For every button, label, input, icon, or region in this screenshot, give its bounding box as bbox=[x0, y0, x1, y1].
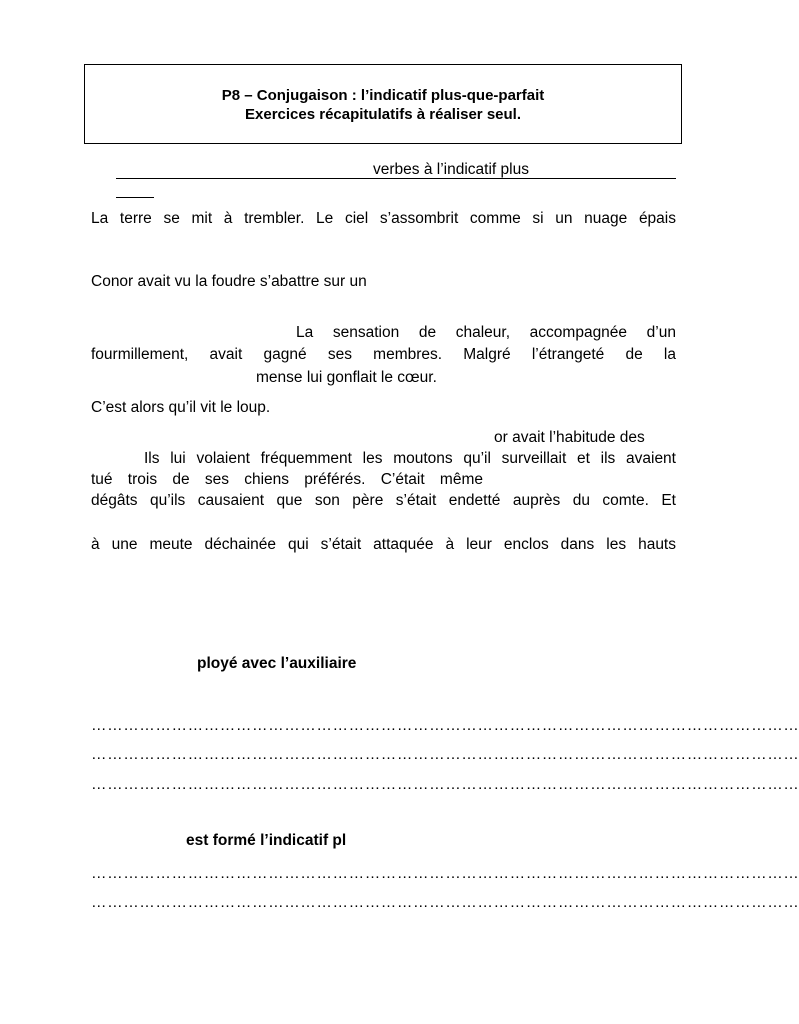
page-subtitle: Exercices récapitulatifs à réaliser seul. bbox=[245, 106, 521, 123]
text-line-5: mense lui gonflait le cœur. bbox=[256, 369, 437, 386]
answer-line[interactable]: …………………………………………………………………………………………………………………… bbox=[91, 865, 799, 882]
text-line-11: à une meute déchainée qui s’était attaquée à leur enclos dans les hauts bbox=[91, 536, 676, 553]
title-box bbox=[84, 64, 682, 144]
text-line-10: dégâts qu’ils causaient que son père s’était endetté auprès du comte. Et bbox=[91, 492, 676, 509]
question-1: ployé avec l’auxiliaire bbox=[197, 655, 357, 672]
instruction-underline-short bbox=[116, 197, 154, 198]
text-line-9: tué trois de ses chiens préférés. C’était même bbox=[91, 471, 483, 488]
text-line-4: fourmillement, avait gagné ses membres. Malgré l’étrangeté de la bbox=[91, 346, 676, 363]
answer-line[interactable]: …………………………………………………………………………………………………………………… bbox=[91, 746, 799, 763]
text-line-3: La sensation de chaleur, accompagnée d’un bbox=[296, 324, 676, 341]
text-line-6: C’est alors qu’il vit le loup. bbox=[91, 399, 271, 416]
text-line-7: or avait l’habitude des bbox=[494, 429, 645, 446]
answer-line[interactable]: …………………………………………………………………………………………………………………… bbox=[91, 894, 799, 911]
answer-line[interactable]: …………………………………………………………………………………………………………………… bbox=[91, 717, 799, 734]
page-title: P8 – Conjugaison : l’indicatif plus-que-parfait bbox=[221, 87, 545, 104]
answer-line[interactable]: …………………………………………………………………………………………………………………… bbox=[91, 776, 799, 793]
question-2: est formé l’indicatif pl bbox=[186, 832, 347, 849]
text-line-1: La terre se mit à trembler. Le ciel s’assombrit comme si un nuage épais bbox=[91, 210, 676, 227]
instruction-text: verbes à l’indicatif plus bbox=[373, 161, 529, 178]
text-line-8: Ils lui volaient fréquemment les moutons qu’il surveillait et ils avaient bbox=[144, 450, 676, 467]
text-line-2: Conor avait vu la foudre s’abattre sur un bbox=[91, 273, 367, 290]
